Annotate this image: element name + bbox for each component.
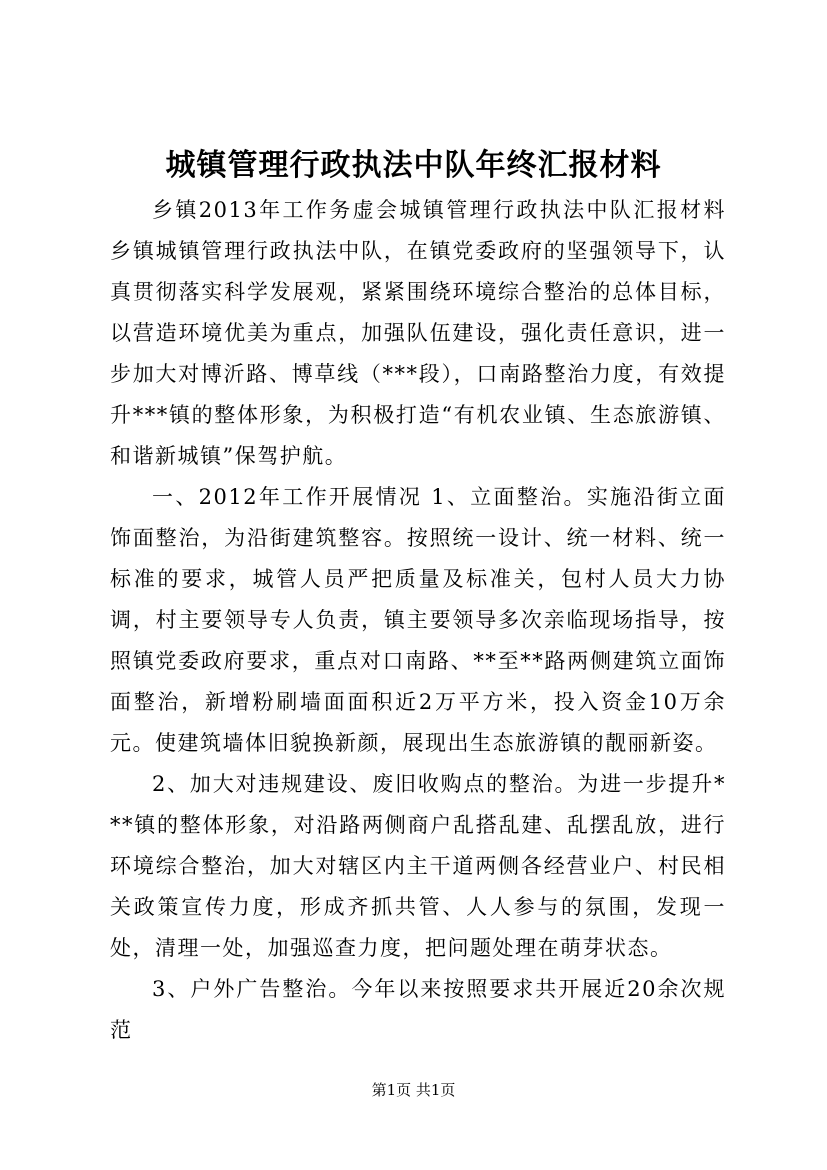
paragraph-intro: 乡镇2013年工作务虚会城镇管理行政执法中队汇报材料乡镇城镇管理行政执法中队，在镇党委政府的坚强领导下，认真贯彻落实科学发展观，紧紧围绕环境综合整治的总体目标，以营造环境优美为重点，加强队伍建设，强化责任意识，进一步加大对博沂路、博草线（***段），口南路整治力度，有效提升***镇的整体形象，为积极打造“有机农业镇、生态旅游镇、和谐新城镇”保驾护航。 (110, 198, 726, 468)
page-footer: 第1页 共1页 (371, 1081, 456, 1099)
document-body (110, 190, 726, 1051)
document-title: 城镇管理行政执法中队年终汇报材料 (165, 148, 662, 183)
paragraph-outdoor-advertising: 3、户外广告整治。今年以来按照要求共开展近20余次规范 (110, 977, 726, 1042)
paragraph-illegal-construction: 2、加大对违规建设、废旧收购点的整治。为进一步提升***镇的整体形象，对沿路两侧商户乱搭乱建、乱摆乱放，进行环境综合整治，加大对辖区内主干道两侧各经营业户、村民相关政策宣传力度，形成齐抓共管、人人参与的氛围，发现一处，清理一处，加强巡查力度，把问题处理在萌芽状态。 (110, 772, 726, 960)
paragraph-facade-renovation: 一、2012年工作开展情况 1、立面整治。实施沿街立面饰面整治，为沿街建筑整容。按照统一设计、统一材料、统一标准的要求，城管人员严把质量及标准关，包村人员大力协调，村主要领导专人负责，镇主要领导多次亲临现场指导，按照镇党委政府要求，重点对口南路、**至**路两侧建筑立面饰面整治，新增粉刷墙面面积近2万平方米，投入资金10万余元。使建筑墙体旧貌换新颜，展现出生态旅游镇的靓丽新姿。 (110, 485, 726, 755)
